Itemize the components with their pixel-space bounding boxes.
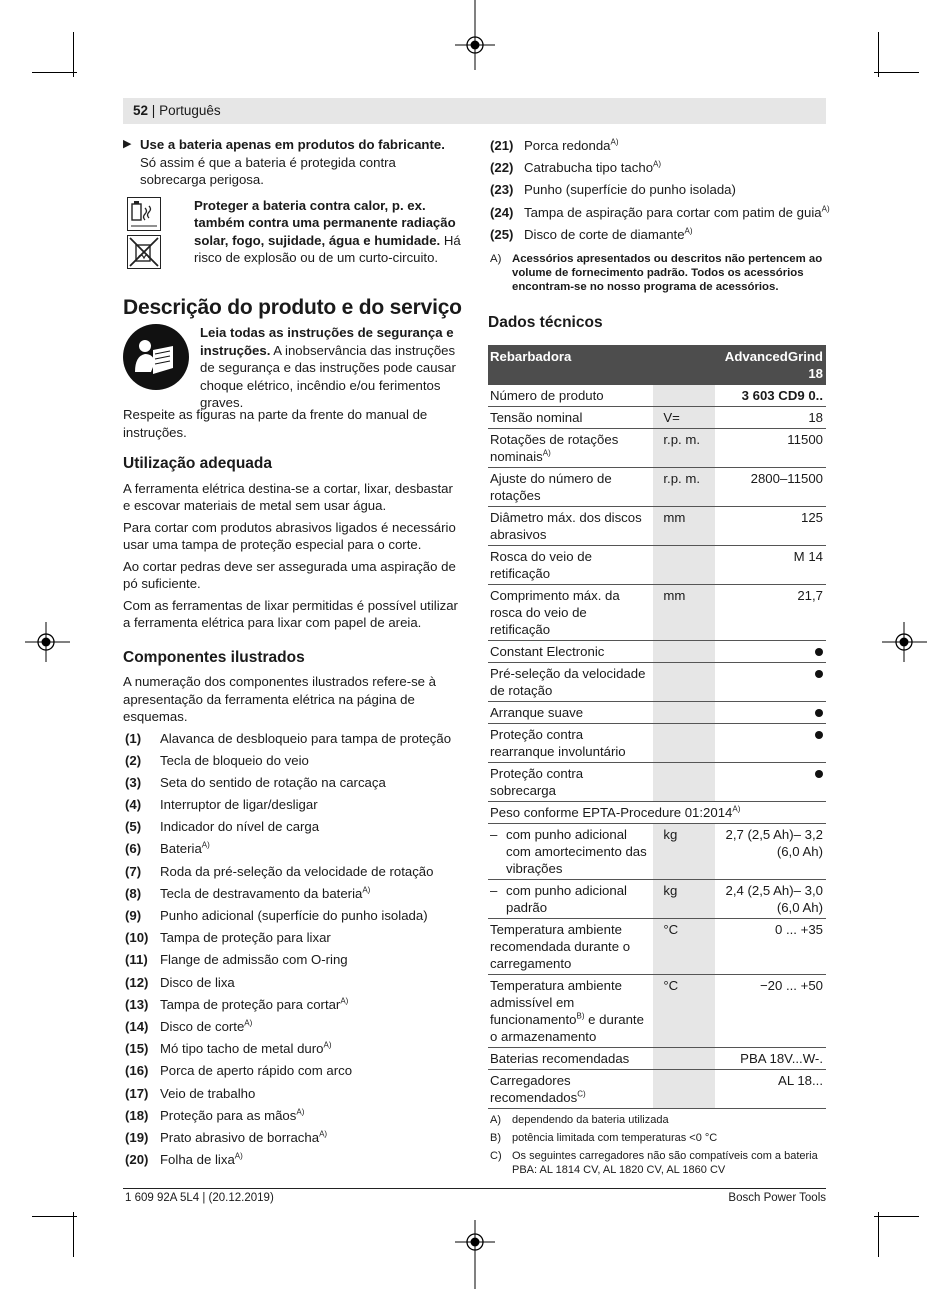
accessories-note bbox=[488, 252, 826, 294]
spec-label bbox=[488, 585, 653, 641]
spec-value-text: 21,7 bbox=[797, 588, 823, 604]
read-bold-text: Leia todas as instruções de segurança e instruções. bbox=[200, 325, 454, 358]
table-row bbox=[488, 880, 826, 919]
spec-label-text: Proteção contra rearranque involuntário bbox=[490, 727, 626, 760]
spec-label bbox=[488, 1070, 653, 1109]
table-row bbox=[488, 1048, 826, 1070]
component-number: (13) bbox=[125, 996, 149, 1012]
footnote bbox=[488, 1149, 826, 1177]
list-item bbox=[123, 1018, 463, 1040]
component-label: Tecla de bloqueio do veio bbox=[160, 752, 309, 768]
spec-label bbox=[488, 763, 653, 802]
heat-warning-icon bbox=[127, 197, 161, 231]
spec-value-text: 11500 bbox=[787, 432, 823, 448]
table-row bbox=[488, 975, 826, 1048]
list-item bbox=[488, 226, 826, 248]
list-item bbox=[488, 204, 830, 226]
spec-label-text: Rosca do veio de retificação bbox=[490, 549, 592, 582]
spec-value-text: 125 bbox=[800, 510, 823, 526]
list-item bbox=[123, 1151, 463, 1173]
spec-label-text: Baterias recomendadas bbox=[490, 1051, 630, 1067]
component-number: (24) bbox=[490, 204, 514, 220]
bullet-bold-text: Use a bateria apenas em produtos do fabricante. bbox=[140, 137, 445, 152]
page-number: 52 bbox=[133, 103, 149, 118]
spec-value-text: 2800–11500 bbox=[750, 471, 823, 487]
component-number: (22) bbox=[490, 160, 514, 176]
spec-unit bbox=[653, 1070, 715, 1109]
spec-value bbox=[715, 407, 826, 429]
spec-value-text: PBA 18V...W-. bbox=[740, 1051, 823, 1067]
component-label: Folha de lixa bbox=[160, 1152, 235, 1168]
footnote-ref: A) bbox=[234, 1151, 243, 1161]
crop-mark bbox=[73, 1212, 74, 1257]
footnote-ref: A) bbox=[542, 449, 551, 459]
component-label: Bateria bbox=[160, 841, 202, 857]
table-row bbox=[488, 385, 826, 407]
component-number: (21) bbox=[490, 138, 514, 153]
table-row bbox=[488, 507, 826, 546]
page-header bbox=[123, 98, 826, 124]
read-manual-icon bbox=[123, 324, 189, 390]
component-number: (7) bbox=[125, 863, 142, 879]
spec-unit: °C bbox=[653, 919, 715, 975]
registration-mark-right bbox=[882, 622, 927, 662]
component-number: (8) bbox=[125, 885, 142, 901]
footnote-ref: A) bbox=[821, 204, 830, 214]
component-number: (6) bbox=[125, 841, 142, 857]
table-header-model: AdvancedGrind 18 bbox=[715, 345, 826, 385]
spec-unit: kg bbox=[653, 824, 715, 880]
spec-label bbox=[488, 385, 653, 407]
spec-label bbox=[488, 880, 653, 919]
tech-data-table bbox=[488, 345, 826, 1109]
component-label: Porca de aperto rápido com arco bbox=[160, 1063, 353, 1079]
footnote-ref: A) bbox=[732, 805, 741, 815]
footnote-text: Os seguintes carregadores não são compatíveis com a bateria PBA: AL 1814 CV, AL 1820 CV, AL 1860 CV bbox=[512, 1150, 818, 1177]
spec-unit bbox=[653, 724, 715, 763]
footnote-ref: A) bbox=[201, 841, 210, 851]
figures-note: Respeite as figuras na parte da frente do manual de instruções. bbox=[123, 407, 428, 440]
footnote-ref: B) bbox=[576, 1012, 585, 1022]
spec-unit: °C bbox=[653, 975, 715, 1048]
table-row bbox=[488, 702, 826, 724]
warn-bold-text: Proteger a bateria contra calor, p. ex. também contra uma permanente radiação solar, fogo, sujidade, água e humidade. bbox=[194, 197, 456, 248]
component-number: (14) bbox=[125, 1018, 149, 1034]
spec-unit: V= bbox=[653, 407, 715, 429]
spec-label-text: Arranque suave bbox=[490, 705, 584, 721]
spec-label-text: Número de produto bbox=[490, 388, 604, 404]
footnote-ref: A) bbox=[362, 885, 371, 895]
table-row bbox=[488, 407, 826, 429]
spec-value bbox=[715, 641, 826, 663]
list-item bbox=[123, 929, 463, 951]
spec-label-text: com punho adicional com amortecimento das vibrações bbox=[506, 827, 647, 877]
spec-label-text: Comprimento máx. da rosca do veio de retificação bbox=[490, 588, 620, 638]
spec-label bbox=[488, 546, 653, 585]
component-number: (12) bbox=[125, 974, 149, 990]
list-item bbox=[123, 1040, 463, 1062]
spec-value-text: −20 ... +50 bbox=[759, 978, 823, 994]
spec-value bbox=[715, 975, 826, 1048]
table-header-label: Rebarbadora bbox=[488, 345, 715, 385]
left-column bbox=[123, 136, 463, 1173]
no-fire-water-icon bbox=[127, 235, 161, 269]
spec-label-text: Carregadores recomendados bbox=[490, 1073, 578, 1106]
footer-rule bbox=[123, 1188, 826, 1189]
component-number: (17) bbox=[125, 1085, 149, 1101]
spec-label bbox=[488, 641, 653, 663]
spec-label bbox=[488, 919, 653, 975]
spec-value bbox=[715, 702, 826, 724]
spec-label-text: Constant Electronic bbox=[490, 644, 605, 660]
component-label: Disco de lixa bbox=[160, 974, 235, 990]
spec-label-text: e durante o armazenamento bbox=[490, 1012, 644, 1045]
crop-mark bbox=[874, 72, 919, 73]
list-item bbox=[123, 774, 463, 796]
usage-title: Utilização adequada bbox=[123, 455, 273, 472]
component-number: (16) bbox=[125, 1063, 149, 1079]
spec-value-text: M 14 bbox=[793, 549, 823, 565]
crop-mark bbox=[878, 1212, 879, 1257]
list-item bbox=[488, 181, 826, 203]
component-number: (1) bbox=[125, 730, 142, 746]
registration-mark-left bbox=[25, 622, 70, 662]
footnote-ref: A) bbox=[340, 996, 349, 1006]
footnote-mark: A) bbox=[490, 1114, 501, 1127]
footnote-ref: A) bbox=[244, 1018, 253, 1028]
spec-unit bbox=[653, 385, 715, 407]
spec-value-text: 3 603 CD9 0.. bbox=[741, 388, 823, 404]
footnote-ref: A) bbox=[323, 1040, 332, 1050]
table-row bbox=[488, 641, 826, 663]
header-language: Português bbox=[159, 103, 221, 118]
component-number: (25) bbox=[490, 226, 514, 242]
component-number: (15) bbox=[125, 1041, 149, 1057]
spec-label-text: Pré-seleção da velocidade de rotação bbox=[490, 666, 646, 699]
table-row bbox=[488, 824, 826, 880]
footnote-text: dependendo da bateria utilizada bbox=[512, 1114, 669, 1127]
usage-paragraph: Com as ferramentas de lixar permitidas é possível utilizar a ferramenta elétrica para lixar com papel de areia. bbox=[123, 597, 458, 630]
list-item bbox=[123, 885, 463, 907]
table-row bbox=[488, 585, 826, 641]
component-number: (2) bbox=[125, 752, 142, 768]
footnote-ref: A) bbox=[653, 159, 662, 169]
components-title: Componentes ilustrados bbox=[123, 648, 305, 666]
spec-value bbox=[715, 724, 826, 763]
list-item bbox=[123, 796, 463, 818]
list-item bbox=[123, 1129, 463, 1151]
list-item bbox=[123, 730, 463, 752]
spec-label bbox=[488, 507, 653, 546]
footnote-mark: A) bbox=[490, 252, 502, 265]
spec-label bbox=[488, 429, 653, 468]
component-label: Disco de corte de diamante bbox=[524, 226, 685, 242]
component-label: Porca redonda bbox=[524, 138, 611, 153]
component-label: Prato abrasivo de borracha bbox=[160, 1129, 320, 1145]
component-label: Roda da pré-seleção da velocidade de rotação bbox=[160, 863, 434, 879]
component-label: Tampa de proteção para cortar bbox=[160, 996, 341, 1012]
usage-paragraph: Para cortar com produtos abrasivos ligados é necessário usar uma tampa de proteção especial para o corte. bbox=[123, 519, 456, 552]
footnote-ref: A) bbox=[319, 1129, 328, 1139]
spec-value: 2,7 (2,5 Ah)– 3,2 (6,0 Ah) bbox=[715, 824, 826, 880]
battery-bullet bbox=[123, 136, 463, 189]
registration-mark-bottom bbox=[455, 1220, 495, 1289]
component-label: Punho adicional (superfície do punho isolada) bbox=[160, 908, 428, 923]
footnote-ref: A) bbox=[610, 137, 619, 147]
spec-value bbox=[715, 1048, 826, 1070]
component-number: (19) bbox=[125, 1129, 149, 1145]
component-number: (9) bbox=[125, 908, 142, 923]
usage-paragraph: A ferramenta elétrica destina-se a cortar, lixar, desbastar e escovar materiais de metal sem usar água. bbox=[123, 480, 453, 513]
list-item bbox=[123, 752, 463, 774]
table-row bbox=[488, 724, 826, 763]
spec-value: 2,4 (2,5 Ah)– 3,0 (6,0 Ah) bbox=[715, 880, 826, 919]
spec-value bbox=[715, 763, 826, 802]
component-label: Proteção para as mãos bbox=[160, 1107, 297, 1123]
accessories-note-text: Acessórios apresentados ou descritos não pertencem ao volume de fornecimento padrão. Todos os acessórios encontram-se no nosso programa de acessórios. bbox=[512, 252, 823, 293]
spec-label-text: Temperatura ambiente recomendada durante o carregamento bbox=[490, 922, 631, 972]
spec-unit bbox=[653, 641, 715, 663]
spec-value bbox=[715, 507, 826, 546]
table-row bbox=[488, 429, 826, 468]
list-item bbox=[123, 907, 463, 929]
footnote-ref: A) bbox=[684, 226, 693, 236]
component-label: Mó tipo tacho de metal duro bbox=[160, 1041, 324, 1057]
component-label: Punho (superfície do punho isolada) bbox=[524, 182, 736, 198]
crop-mark bbox=[73, 32, 74, 77]
spec-unit: r.p. m. bbox=[653, 429, 715, 468]
list-item bbox=[123, 996, 463, 1018]
footer-brand: Bosch Power Tools bbox=[728, 1192, 826, 1204]
footnote bbox=[488, 1131, 826, 1145]
spec-unit: mm bbox=[653, 585, 715, 641]
spec-unit bbox=[653, 763, 715, 802]
component-label: Indicador do nível de carga bbox=[160, 819, 320, 835]
spec-value-text: 0 ... +35 bbox=[774, 922, 823, 938]
spec-value bbox=[715, 663, 826, 702]
spec-value bbox=[715, 1070, 826, 1109]
feature-dot-icon bbox=[815, 770, 823, 778]
components-list-continued bbox=[488, 137, 830, 248]
feature-dot-icon bbox=[815, 670, 823, 678]
spec-value bbox=[715, 429, 826, 468]
bullet-text: Só assim é que a bateria é protegida contra sobrecarga perigosa. bbox=[140, 154, 396, 187]
table-row bbox=[488, 802, 826, 824]
list-item bbox=[123, 818, 463, 840]
bullet-arrow-icon: ▶ bbox=[123, 138, 132, 150]
spec-label bbox=[488, 824, 653, 880]
component-number: (11) bbox=[125, 952, 148, 968]
spec-label-text: Tensão nominal bbox=[490, 410, 583, 426]
list-item bbox=[488, 159, 826, 181]
table-row bbox=[488, 919, 826, 975]
spec-label bbox=[488, 702, 653, 724]
component-number: (3) bbox=[125, 774, 142, 790]
spec-value-text: AL 18... bbox=[778, 1073, 823, 1089]
component-label: Interruptor de ligar/desligar bbox=[160, 797, 318, 813]
component-number: (23) bbox=[490, 182, 514, 198]
component-label: Veio de trabalho bbox=[160, 1085, 256, 1101]
component-label: Tecla de destravamento da bateria bbox=[160, 885, 363, 901]
spec-unit bbox=[653, 702, 715, 724]
crop-mark bbox=[874, 1216, 919, 1217]
spec-value bbox=[715, 468, 826, 507]
component-label: Alavanca de desbloqueio para tampa de proteção bbox=[160, 730, 452, 746]
spec-unit: mm bbox=[653, 507, 715, 546]
list-item bbox=[488, 137, 826, 159]
component-label: Catrabucha tipo tacho bbox=[524, 160, 654, 176]
list-item bbox=[123, 1062, 463, 1084]
spec-label bbox=[488, 975, 653, 1048]
feature-dot-icon bbox=[815, 648, 823, 656]
spec-label-text: Ajuste do número de rotações bbox=[490, 471, 612, 504]
spec-label-text: com punho adicional padrão bbox=[506, 883, 627, 916]
table-header-row bbox=[488, 345, 826, 385]
crop-mark bbox=[878, 32, 879, 77]
list-item bbox=[123, 1107, 463, 1129]
components-list bbox=[123, 730, 463, 1174]
footnote-mark: C) bbox=[490, 1150, 502, 1163]
spec-label-text: Proteção contra sobrecarga bbox=[490, 766, 584, 799]
tech-data-title: Dados técnicos bbox=[488, 313, 603, 331]
component-label: Seta do sentido de rotação na carcaça bbox=[160, 774, 386, 790]
feature-dot-icon bbox=[815, 731, 823, 739]
section-title: Descrição do produto e do serviço bbox=[123, 295, 462, 319]
table-footnotes bbox=[488, 1113, 826, 1177]
spec-unit: r.p. m. bbox=[653, 468, 715, 507]
spec-label bbox=[488, 407, 653, 429]
spec-value bbox=[715, 919, 826, 975]
dash-marker: – bbox=[490, 883, 498, 899]
spec-label-text: Rotações de rotações nominais bbox=[490, 432, 619, 465]
spec-label-text: Peso conforme EPTA-Procedure 01:2014 bbox=[490, 805, 733, 821]
spec-label bbox=[488, 468, 653, 507]
components-intro: A numeração dos componentes ilustrados refere-se à apresentação da ferramenta elétrica na página de esquemas. bbox=[123, 674, 437, 724]
component-label: Flange de admissão com O-ring bbox=[160, 952, 348, 968]
right-column bbox=[488, 137, 830, 1177]
footnote-mark: B) bbox=[490, 1132, 501, 1145]
table-row bbox=[488, 763, 826, 802]
component-label: Disco de corte bbox=[160, 1018, 245, 1034]
spec-label bbox=[488, 802, 826, 824]
footnote-ref: A) bbox=[296, 1107, 305, 1117]
footer-doc-number: 1 609 92A 5L4 | (20.12.2019) bbox=[125, 1192, 274, 1204]
spec-label-text: Diâmetro máx. dos discos abrasivos bbox=[490, 510, 642, 543]
spec-unit bbox=[653, 546, 715, 585]
spec-value bbox=[715, 385, 826, 407]
registration-mark-top bbox=[455, 0, 495, 70]
crop-mark bbox=[32, 1216, 77, 1217]
spec-label bbox=[488, 724, 653, 763]
component-number: (20) bbox=[125, 1152, 149, 1168]
dash-marker: – bbox=[490, 827, 498, 843]
feature-dot-icon bbox=[815, 709, 823, 717]
usage-paragraph: Ao cortar pedras deve ser assegurada uma aspiração de pó suficiente. bbox=[123, 558, 456, 591]
spec-value-text: 18 bbox=[808, 410, 823, 426]
spec-value bbox=[715, 546, 826, 585]
table-row bbox=[488, 546, 826, 585]
list-item bbox=[123, 951, 463, 973]
list-item bbox=[123, 974, 463, 996]
spec-label bbox=[488, 1048, 653, 1070]
footnote bbox=[488, 1113, 826, 1127]
footnote-text: potência limitada com temperaturas <0 °C bbox=[512, 1132, 718, 1145]
read-instructions-text bbox=[200, 324, 468, 412]
table-row bbox=[488, 663, 826, 702]
read-text: A inobservância das instruções de segurança e das instruções pode causar choque elétrico, incêndio e/ou ferimentos graves. bbox=[200, 342, 456, 410]
component-number: (4) bbox=[125, 797, 142, 813]
spec-unit: kg bbox=[653, 880, 715, 919]
header-text bbox=[133, 103, 221, 118]
list-item bbox=[123, 863, 463, 885]
spec-unit bbox=[653, 1048, 715, 1070]
spec-unit bbox=[653, 663, 715, 702]
component-label: Tampa de proteção para lixar bbox=[160, 930, 331, 946]
component-number: (5) bbox=[125, 819, 142, 835]
spec-label bbox=[488, 663, 653, 702]
warn-text: Há risco de explosão ou de um curto-circuito. bbox=[194, 232, 461, 265]
spec-label-text: Temperatura ambiente admissível em funcionamento bbox=[490, 978, 622, 1028]
component-label: Tampa de aspiração para cortar com patim de guia bbox=[524, 204, 822, 220]
crop-mark bbox=[32, 72, 77, 73]
component-number: (10) bbox=[125, 930, 149, 946]
list-item bbox=[123, 1085, 463, 1107]
heat-warning bbox=[123, 197, 463, 273]
table-row bbox=[488, 468, 826, 507]
component-number: (18) bbox=[125, 1107, 149, 1123]
footnote-ref: C) bbox=[577, 1090, 586, 1100]
list-item bbox=[123, 840, 463, 862]
read-instructions bbox=[123, 324, 463, 410]
heat-warning-text bbox=[194, 197, 469, 267]
spec-value bbox=[715, 585, 826, 641]
header-separator: | bbox=[151, 103, 156, 118]
table-row bbox=[488, 1070, 826, 1109]
